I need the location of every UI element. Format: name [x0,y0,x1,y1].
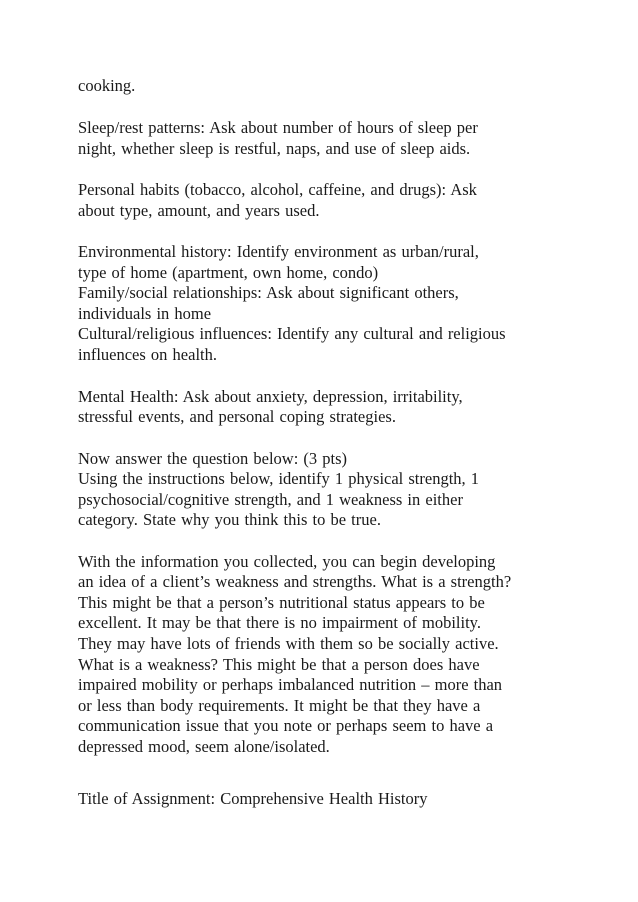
line-info-5: They may have lots of friends with them so be socially active. [78,634,499,653]
line-family-social-1: Family/social relationships: Ask about significant others, [78,283,459,302]
line-instructions-1: Using the instructions below, identify 1 physical strength, 1 [78,469,480,488]
line-mental-health-2: stressful events, and personal coping strategies. [78,407,396,426]
line-cooking: cooking. [78,76,136,95]
line-environmental-1: Environmental history: Identify environment as urban/rural, [78,242,479,261]
line-info-3: This might be that a person’s nutritional status appears to be [78,593,485,612]
line-info-1: With the information you collected, you can begin developing [78,552,496,571]
line-sleep-rest-1: Sleep/rest patterns: Ask about number of hours of sleep per [78,118,478,137]
line-info-4: excellent. It may be that there is no impairment of mobility. [78,613,481,632]
line-question-heading: Now answer the question below: (3 pts) [78,449,348,468]
line-cultural-2: influences on health. [78,345,217,364]
line-info-7: impaired mobility or perhaps imbalanced nutrition – more than [78,675,503,694]
line-info-8: or less than body requirements. It might be that they have a [78,696,481,715]
line-info-6: What is a weakness? This might be that a person does have [78,655,480,674]
line-info-9: communication issue that you note or perhaps seem to have a [78,716,494,735]
line-sleep-rest-2: night, whether sleep is restful, naps, and use of sleep aids. [78,139,471,158]
line-instructions-3: category. State why you think this to be true. [78,510,381,529]
line-cultural-1: Cultural/religious influences: Identify any cultural and religious [78,324,506,343]
line-personal-habits-1: Personal habits (tobacco, alcohol, caffeine, and drugs): Ask [78,180,477,199]
line-family-social-2: individuals in home [78,304,212,323]
line-environmental-2: type of home (apartment, own home, condo) [78,263,379,282]
assignment-title: Title of Assignment: Comprehensive Health History [78,789,428,808]
line-personal-habits-2: about type, amount, and years used. [78,201,320,220]
line-instructions-2: psychosocial/cognitive strength, and 1 weakness in either [78,490,463,509]
line-info-2: an idea of a client’s weakness and strengths. What is a strength? [78,572,512,591]
line-info-10: depressed mood, seem alone/isolated. [78,737,330,756]
line-mental-health-1: Mental Health: Ask about anxiety, depression, irritability, [78,387,463,406]
